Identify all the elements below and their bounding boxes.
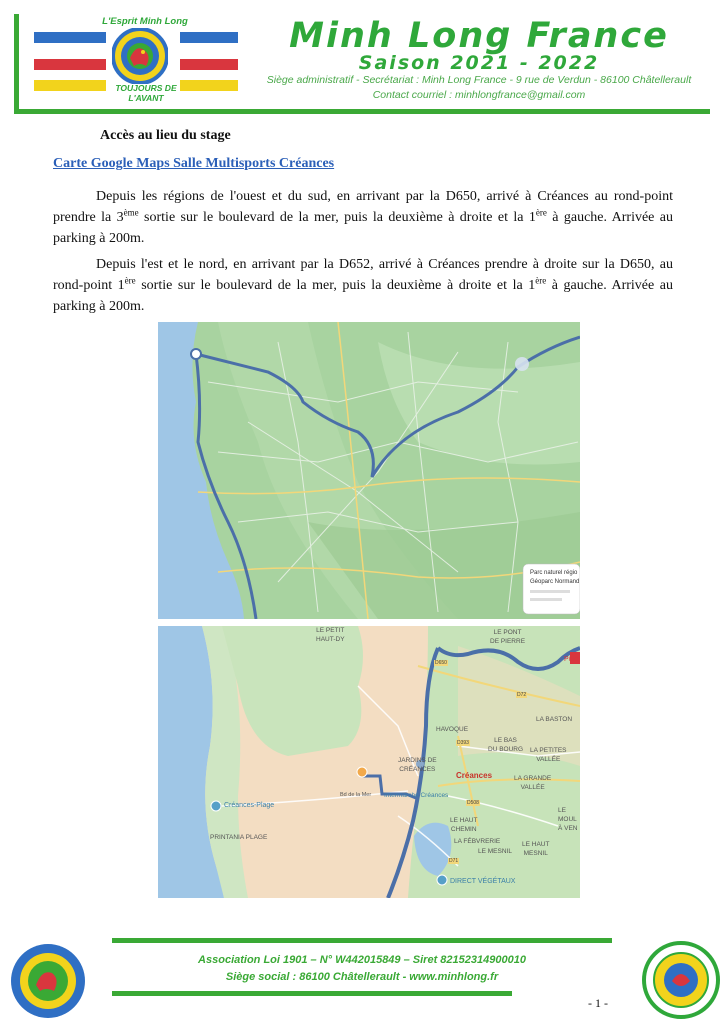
map-label-le-mesnil: LE MESNIL xyxy=(478,848,512,855)
map-label-d393: D393 xyxy=(457,740,469,746)
header-contact[interactable]: Contact courriel : minhlongfrance@gmail.com xyxy=(372,89,586,101)
page-number: - 1 - xyxy=(588,996,608,1010)
header-address: Siège administratif - Secrétariat : Minh Long France - 9 rue de Verdun - 86100 Châtellerault xyxy=(266,74,692,86)
overview-map[interactable] xyxy=(158,322,580,619)
map-label-d71: D71 xyxy=(449,858,459,864)
map-label-la-baston: LA BASTON xyxy=(536,716,573,723)
logo-top-text: L'Esprit Minh Long xyxy=(102,16,188,27)
club-logo xyxy=(30,16,240,103)
map-label-creances-plage: Créances-Plage xyxy=(224,802,275,809)
map-label-jardins: JARDINS DE CRÉANCES xyxy=(398,757,437,773)
google-maps-link[interactable]: Carte Google Maps Salle Multisports Créances xyxy=(53,156,335,171)
map-label-grande-vallee: LA GRANDE VALLÉE xyxy=(514,775,552,791)
map-label-haut-mesnil: LE HAUT MESNIL xyxy=(522,841,550,857)
footer-association-info: Association Loi 1901 – N° W442015849 – Siret 82152314900010 xyxy=(198,954,526,966)
overview-map-canvas xyxy=(158,322,580,619)
union-mondiale-logo xyxy=(8,941,88,1021)
union-mondiale-emblem-icon xyxy=(8,941,88,1021)
map-label-haut-chemin: LE HAUT CHEMIN xyxy=(450,817,478,833)
page-title: Minh Long France xyxy=(289,16,669,56)
map-label-le-moulin: LE MOUL À VEN xyxy=(558,807,578,832)
footer-top-rule xyxy=(112,938,612,943)
directions-paragraph-east-north: Depuis l'est et le nord, en arrivant par la D652, arrivé à Créances prendre à droite sur la D650, au rond-point 1ère sortie sur le boulevard de la mer, puis la deuxième à droite et la 1ère à gauche. Arrivée au parking à 200m. xyxy=(53,257,673,314)
season-subtitle: Saison 2021 - 2022 xyxy=(358,52,600,74)
footer-head-office: Siège social : 86100 Châtellerault - www.minhlong.fr xyxy=(225,971,499,983)
map-label-creances: Créances xyxy=(456,771,493,780)
map-tooltip-line1: Parc naturel régio xyxy=(530,570,578,576)
header-left-rule xyxy=(14,14,19,114)
detail-map-canvas xyxy=(158,626,580,898)
logo-bottom-text: TOUJOURS DE L'AVANT xyxy=(115,83,177,103)
section-heading: Accès au lieu du stage xyxy=(100,128,231,143)
map-label-d72: D72 xyxy=(517,692,527,698)
map-label-intermarche: Intermarché Créances xyxy=(384,792,449,799)
map-label-petit-haut-dy: LE PETIT HAUT-DY xyxy=(316,627,345,643)
map-tooltip-line2: Géoparc Normand xyxy=(530,579,580,585)
map-label-bas-du-bourg: LE BAS DU BOURG xyxy=(488,737,524,753)
map-label-pole: Pôle xyxy=(564,656,579,663)
map-label-havoque: HAVOQUE xyxy=(436,726,469,733)
header-bottom-rule xyxy=(14,109,710,114)
wfvv-emblem-icon xyxy=(642,941,720,1019)
directions-paragraph-west-south: Depuis les régions de l'ouest et du sud, en arrivant par la D650, arrivé à Créances au rond-point prendre la 3ème sortie sur le boulevard de la mer, puis la deuxième à droite et la 1ère à gauche. Arrivée au parking à 200m. xyxy=(53,189,673,246)
map-label-printania: PRINTANIA PLAGE xyxy=(210,834,268,841)
footer-bottom-rule xyxy=(112,991,512,996)
map-label-bd-de-la-mer: Bd de la Mer xyxy=(340,792,372,798)
map-label-pont-de-pierre: LE PONT DE PIERRE xyxy=(490,629,526,645)
map-label-petites-vallee: LA PETITES VALLÉE xyxy=(530,747,567,763)
map-label-d508: D508 xyxy=(467,800,479,806)
wfvv-logo xyxy=(642,941,720,1019)
dragon-emblem-icon xyxy=(112,28,168,84)
map-label-direct-vegetaux: DIRECT VÉGÉTAUX xyxy=(450,878,516,885)
map-label-la-febvrerie: LA FÉBVRERIE xyxy=(454,838,501,845)
map-label-d650-north: D650 xyxy=(435,660,447,666)
detail-map[interactable] xyxy=(158,626,580,898)
